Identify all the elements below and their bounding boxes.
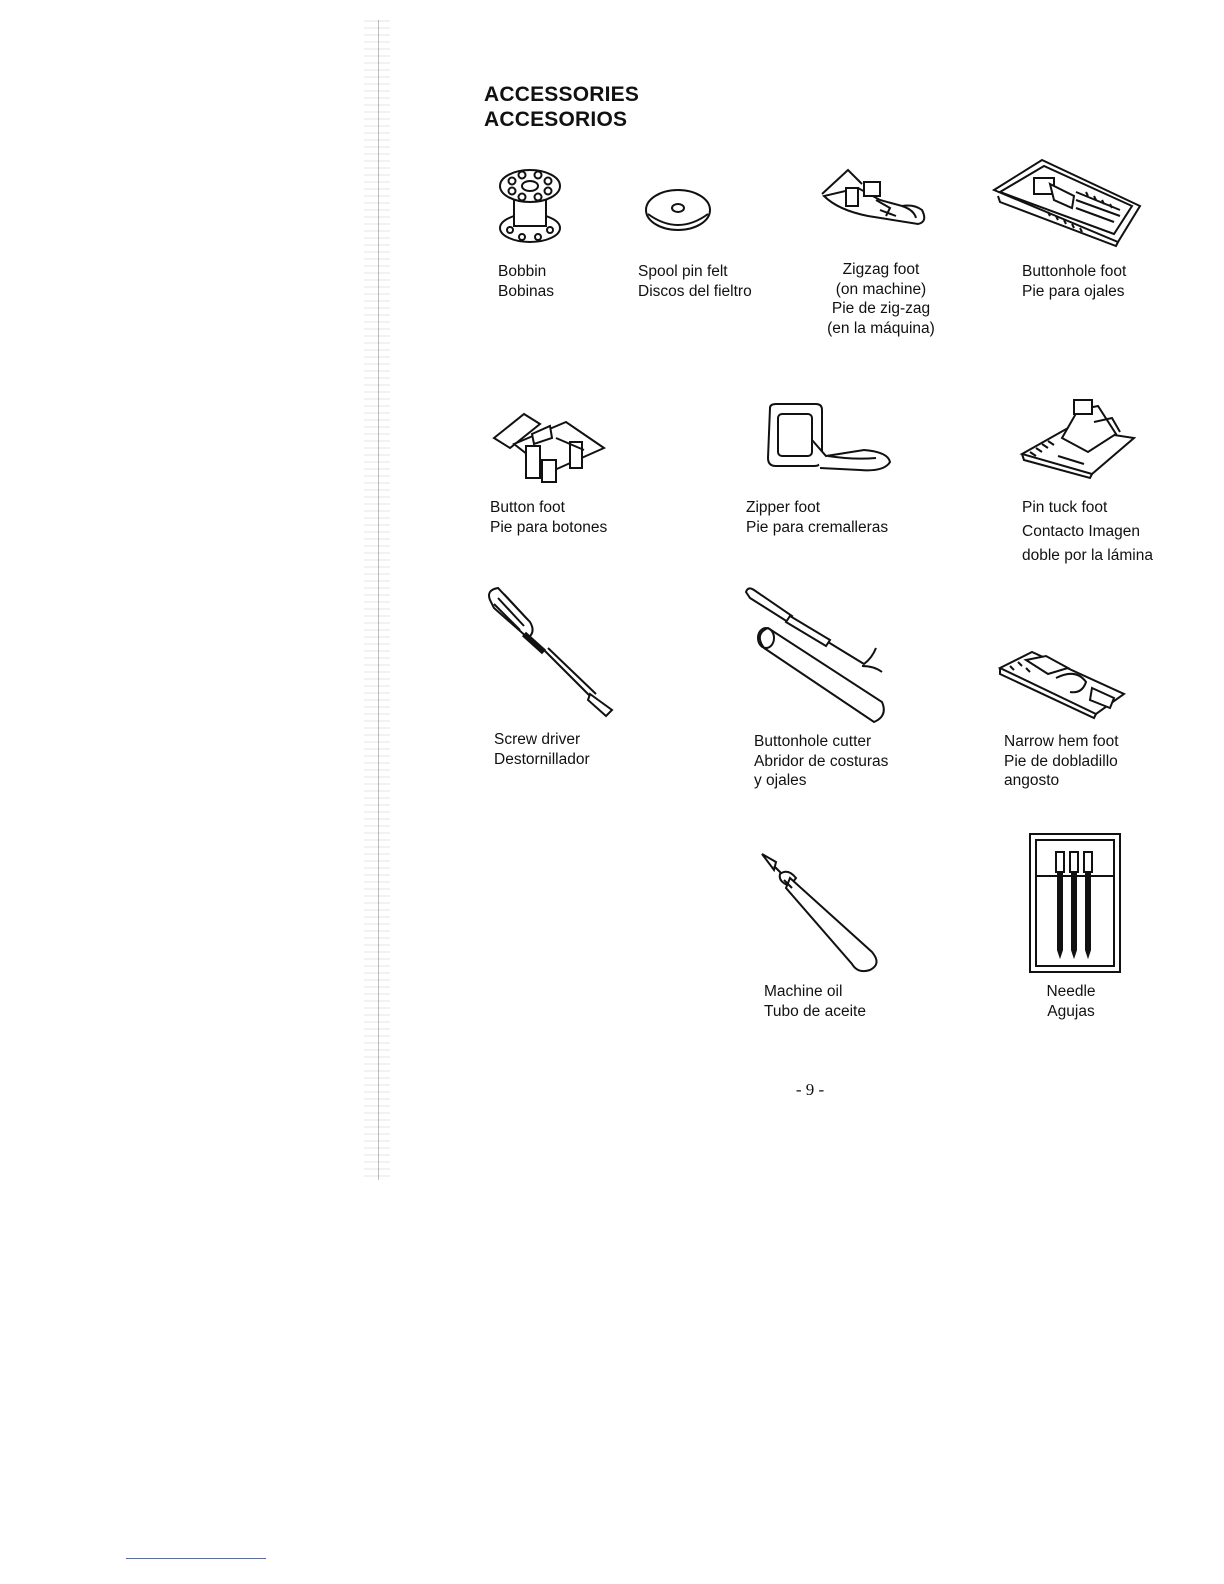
pin-tuck-foot-icon: [1018, 398, 1140, 478]
needle-icon: [1028, 832, 1124, 976]
zipper-foot-icon: [764, 400, 894, 476]
scan-binding-edge: [364, 20, 390, 1180]
button-foot-label: Button foot Pie para botones: [490, 499, 608, 536]
pin-tuck-foot-label: Pin tuck foot Contacto Imagen doble por la lámina: [1022, 499, 1153, 564]
spool-pin-felt-icon: [644, 184, 714, 234]
narrow-hem-foot-icon: [996, 648, 1132, 718]
page-number: - 9 -: [795, 1080, 825, 1099]
screw-driver-label: Screw driver Destornillador: [494, 731, 590, 768]
footer-rule: [126, 1558, 266, 1559]
zigzag-foot-label: Zigzag foot (on machine) Pie de zig-zag (en la máquina): [827, 261, 935, 337]
buttonhole-foot-icon: [990, 156, 1146, 248]
page-title: [484, 82, 639, 132]
spool-pin-felt-label: Spool pin felt Discos del fieltro: [638, 263, 752, 300]
needle-label: Needle Agujas: [1046, 983, 1096, 1020]
bobbin-label: Bobbin Bobinas: [498, 263, 555, 300]
buttonhole-foot-label: Buttonhole foot Pie para ojales: [1022, 263, 1127, 300]
title-spanish: ACCESORIOS: [484, 108, 628, 131]
narrow-hem-foot-label: Narrow hem foot Pie de dobladillo angosto: [1004, 733, 1119, 789]
zigzag-foot-icon: [818, 166, 930, 236]
buttonhole-cutter-label: Buttonhole cutter Abridor de costuras y ojales: [754, 733, 889, 789]
zipper-foot-label: Zipper foot Pie para cremalleras: [746, 499, 889, 536]
machine-oil-label: Machine oil Tubo de aceite: [764, 983, 866, 1020]
button-foot-icon: [490, 408, 610, 488]
buttonhole-cutter-icon: [744, 586, 894, 726]
machine-oil-icon: [760, 852, 884, 976]
title-english: ACCESSORIES: [484, 83, 640, 106]
screw-driver-icon: [484, 586, 618, 720]
bobbin-icon: [496, 166, 566, 246]
